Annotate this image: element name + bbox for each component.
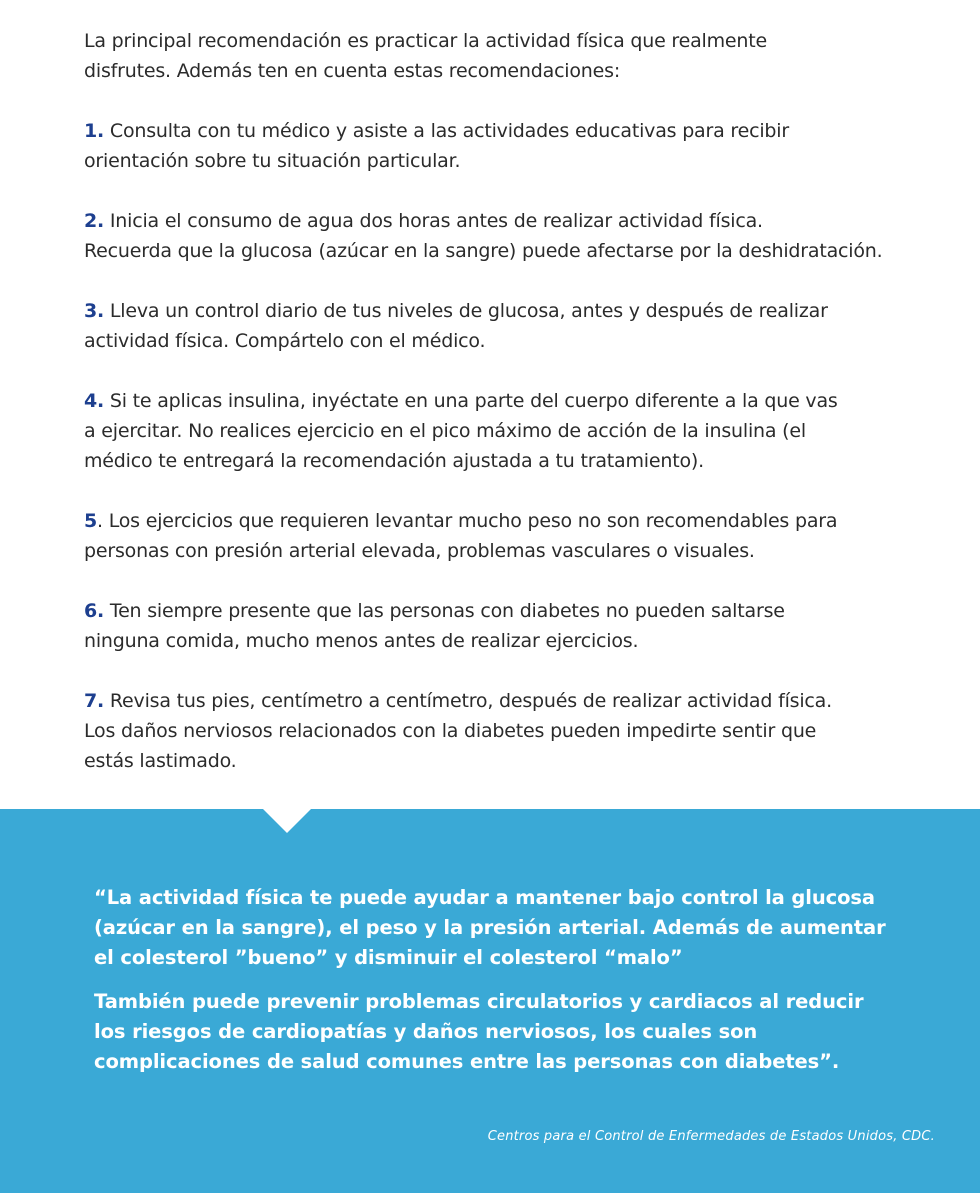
item-text: Inicia el consumo de agua dos horas antes de realizar actividad física. Recuerda que la glucosa (azúcar en la sangre) puede afectarse por la deshidratación. <box>84 210 883 262</box>
item-text: Lleva un control diario de tus niveles de glucosa, antes y después de realizar actividad física. Compártelo con el médico. <box>84 300 828 352</box>
recommendation-item <box>84 296 924 356</box>
item-text: . Los ejercicios que requieren levantar mucho peso no son recomendables para personas con presión arterial elevada, problemas vasculares o visuales. <box>84 510 838 562</box>
quote-block <box>94 883 924 1091</box>
item-number: 6. <box>84 600 105 622</box>
recommendations-section <box>84 26 924 806</box>
recommendation-item <box>84 206 924 266</box>
item-number: 7. <box>84 690 105 712</box>
item-text: Ten siempre presente que las personas con diabetes no pueden saltarse ninguna comida, mucho menos antes de realizar ejercicios. <box>84 600 785 652</box>
item-text: Si te aplicas insulina, inyéctate en una parte del cuerpo diferente a la que vas a ejercitar. No realices ejercicio en el pico máximo de acción de la insulina (el médico te entregará la recomendación ajustada a tu tratamiento). <box>84 390 838 472</box>
recommendation-item <box>84 686 924 776</box>
item-text: Consulta con tu médico y asiste a las actividades educativas para recibir orientación sobre tu situación particular. <box>84 120 789 172</box>
recommendation-item <box>84 386 924 476</box>
recommendation-item <box>84 506 924 566</box>
quote-panel <box>0 809 980 1193</box>
panel-notch <box>263 809 311 833</box>
item-text: Revisa tus pies, centímetro a centímetro, después de realizar actividad física. Los daños nerviosos relacionados con la diabetes pueden impedirte sentir que estás lastimado. <box>84 690 832 772</box>
item-number: 4. <box>84 390 105 412</box>
item-number: 3. <box>84 300 105 322</box>
item-number: 5 <box>84 510 98 532</box>
quote-paragraph: También puede prevenir problemas circulatorios y cardiacos al reducir los riesgos de cardiopatías y daños nerviosos, los cuales son complicaciones de salud comunes entre las personas con diabetes”. <box>94 990 864 1073</box>
quote-source: Centros para el Control de Enfermedades de Estados Unidos, CDC. <box>487 1129 935 1144</box>
recommendation-item <box>84 596 924 656</box>
recommendation-item <box>84 116 924 176</box>
item-number: 1. <box>84 120 105 142</box>
quote-paragraph: “La actividad física te puede ayudar a mantener bajo control la glucosa (azúcar en la sangre), el peso y la presión arterial. Además de aumentar el colesterol ”bueno” y disminuir el colesterol “malo” <box>94 886 886 969</box>
item-number: 2. <box>84 210 105 232</box>
intro-paragraph: La principal recomendación es practicar la actividad física que realmente disfrutes. Además ten en cuenta estas recomendaciones: <box>84 30 767 82</box>
